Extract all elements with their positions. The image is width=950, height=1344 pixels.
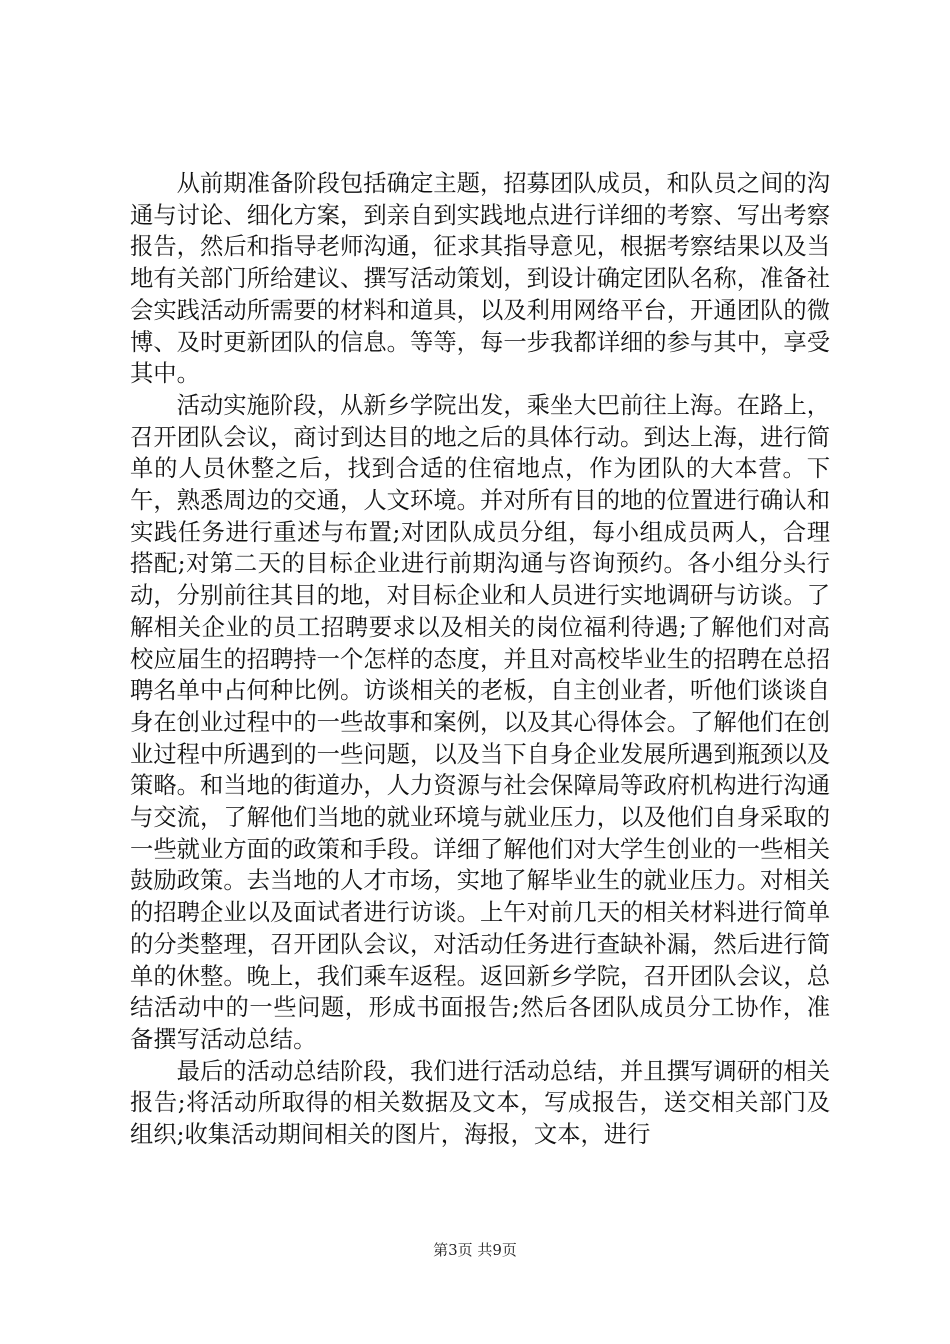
page-number-footer: 第3页 共9页 [433, 1241, 517, 1259]
paragraph-implementation-stage: 活动实施阶段，从新乡学院出发，乘坐大巴前往上海。在路上，召开团队会议，商讨到达目的地之后的具体行动。到达上海，进行简单的人员休整之后，找到合适的住宿地点，作为团队的大本营。下午，熟悉周边的交通，人文环境。并对所有目的地的位置进行确认和实践任务进行重述与布置;对团队成员分组，每小组成员两人，合理搭配;对第二天的目标企业进行前期沟通与咨询预约。各小组分头行动，分别前往其目的地，对目标企业和人员进行实地调研与访谈。了解相关企业的员工招聘要求以及相关的岗位福利待遇;了解他们对高校应届生的招聘持一个怎样的态度，并且对高校毕业生的招聘在总招聘名单中占何种比例。访谈相关的老板，自主创业者，听他们谈谈自身在创业过程中的一些故事和案例，以及其心得体会。了解他们在创业过程中所遇到的一些问题，以及当下自身企业发展所遇到瓶颈以及策略。和当地的街道办，人力资源与社会保障局等政府机构进行沟通与交流，了解他们当地的就业环境与就业压力，以及他们自身采取的一些就业方面的政策和手段。详细了解他们对大学生创业的一些相关鼓励政策。去当地的人才市场，实地了解毕业生的就业压力。对相关的招聘企业以及面试者进行访谈。上午对前几天的相关材料进行简单的分类整理，召开团队会议，对活动任务进行查缺补漏，然后进行简单的休整。晚上，我们乘车返程。返回新乡学院，召开团队会议，总结活动中的一些问题，形成书面报告;然后各团队成员分工协作，准备撰写活动总结。 [130, 391, 830, 1053]
document-body [130, 168, 830, 1151]
paragraph-preparation-stage: 从前期准备阶段包括确定主题，招募团队成员，和队员之间的沟通与讨论、细化方案，到亲自到实践地点进行详细的考察、写出考察报告，然后和指导老师沟通，征求其指导意见，根据考察结果以及当地有关部门所给建议、撰写活动策划，到设计确定团队名称，准备社会实践活动所需要的材料和道具，以及利用网络平台，开通团队的微博、及时更新团队的信息。等等，每一步我都详细的参与其中，享受其中。 [130, 170, 830, 388]
paragraph-summary-stage: 最后的活动总结阶段，我们进行活动总结，并且撰写调研的相关报告;将活动所取得的相关数据及文本，写成报告，送交相关部门及组织;收集活动期间相关的图片，海报，文本，进行 [130, 1057, 830, 1149]
